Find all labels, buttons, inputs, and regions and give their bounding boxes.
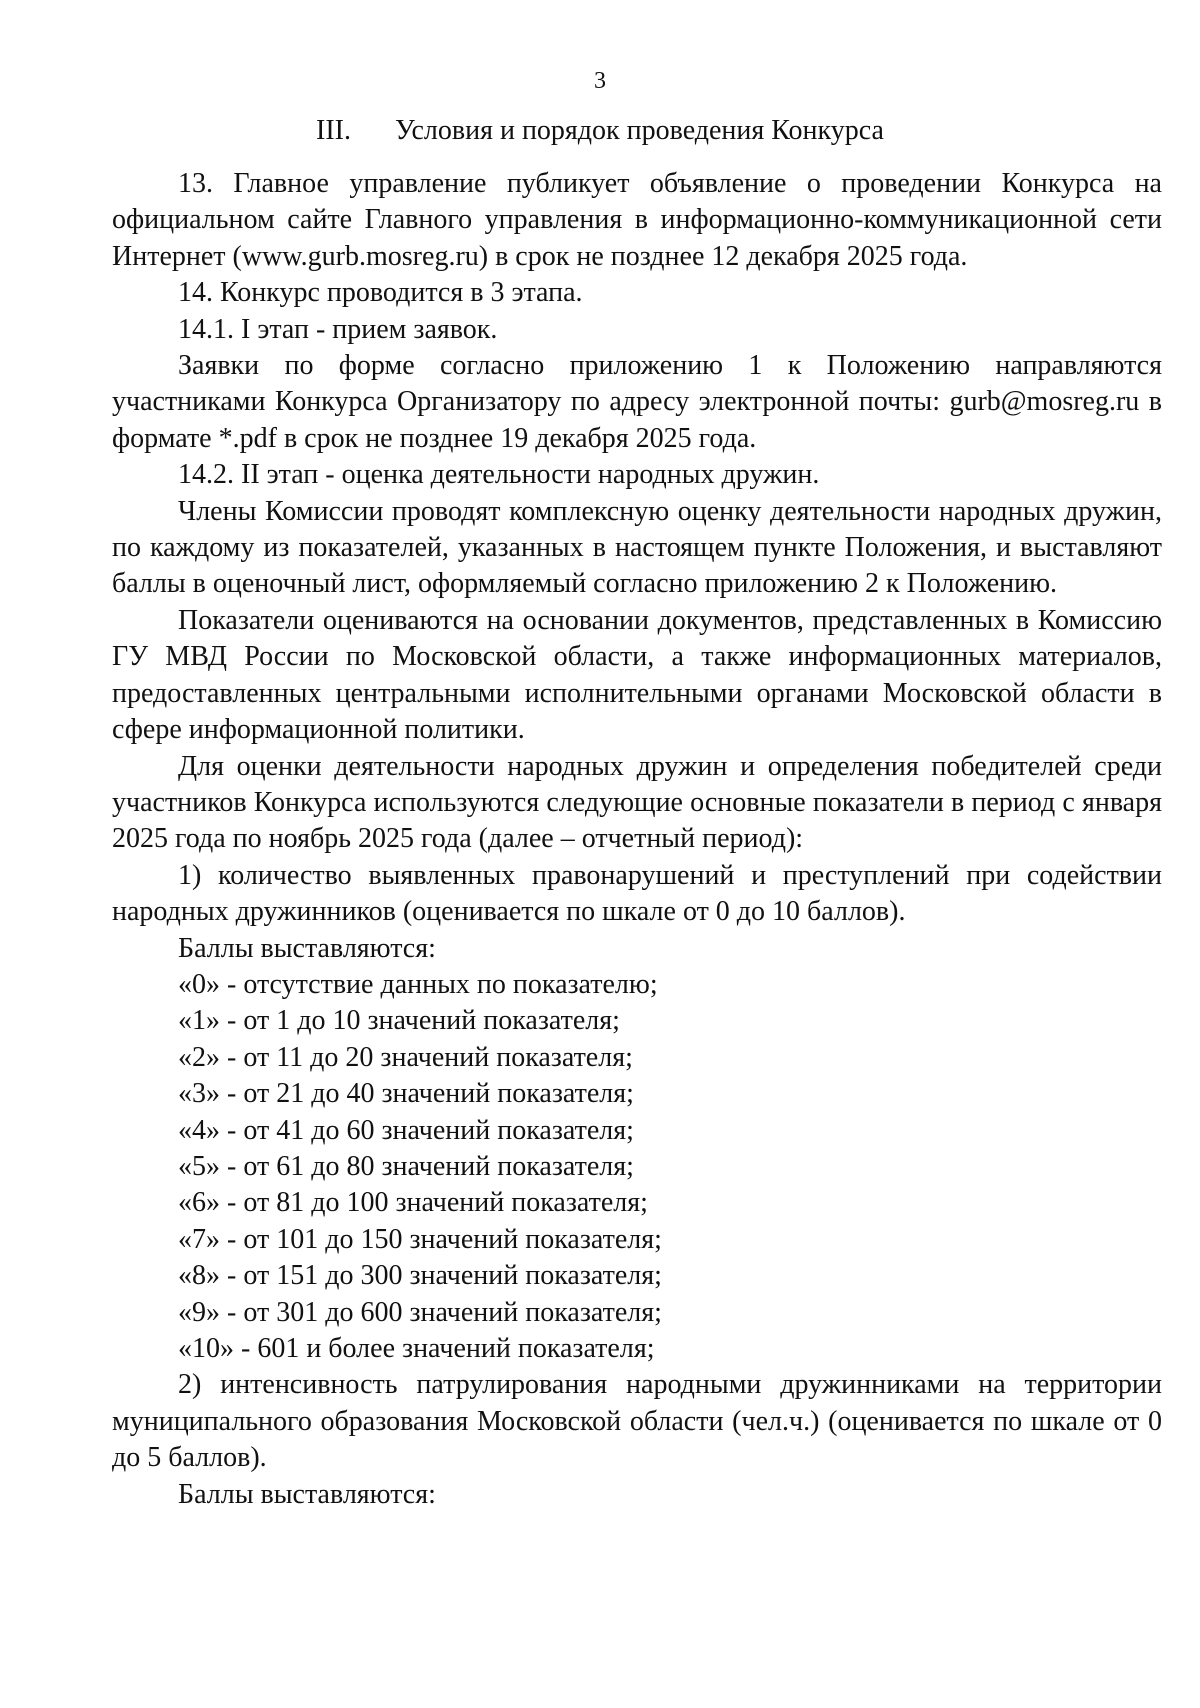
document-body xyxy=(112,166,1162,1513)
score-item: «7» - от 101 до 150 значений показателя; xyxy=(178,1223,662,1255)
section-heading xyxy=(0,113,1200,149)
score-item: «0» - отсутствие данных по показателю; xyxy=(178,968,658,1000)
paragraph-indicator-1: 1) количество выявленных правонарушений и преступлений при содействии народных дружинников (оценивается по шкале от 0 до 10 баллов). xyxy=(112,859,1162,928)
paragraph-indicators-basis: Показатели оцениваются на основании документов, представленных в Комиссию ГУ МВД России по Московской области, а также информационных материалов, предоставленных центральными исполнительными органами Московской области в сфере информационной политики. xyxy=(112,604,1162,746)
paragraph-applications: Заявки по форме согласно приложению 1 к Положению направляются участниками Конкурса Организатору по адресу электронной почты: gurb@mosreg.ru в формате *.pdf в срок не позднее 19 декабря 2025 года. xyxy=(112,350,1162,454)
paragraph-14-2: 14.2. II этап - оценка деятельности народных дружин. xyxy=(178,459,820,491)
score-item: «10» - 601 и более значений показателя; xyxy=(178,1333,655,1364)
page-number: 3 xyxy=(594,68,606,94)
score-item: «4» - от 41 до 60 значений показателя; xyxy=(178,1114,634,1146)
paragraph-scores-label: Баллы выставляются: xyxy=(178,932,436,964)
paragraph-indicators-list: Для оценки деятельности народных дружин и определения победителей среди участников Конкурса используются следующие основные показатели в период с января 2025 года по ноябрь 2025 года (далее – отчетный период): xyxy=(112,750,1162,855)
score-item: «3» - от 21 до 40 значений показателя; xyxy=(178,1078,634,1110)
paragraph-14: 14. Конкурс проводится в 3 этапа. xyxy=(178,277,583,309)
paragraph-commission: Члены Комиссии проводят комплексную оценку деятельности народных дружин, по каждому из показателей, указанных в настоящем пункте Положения, и выставляют баллы в оценочный лист, оформляемый согласно приложению 2 к Положению. xyxy=(112,495,1162,600)
score-item: «8» - от 151 до 300 значений показателя; xyxy=(178,1260,662,1292)
paragraph-14-1: 14.1. I этап - прием заявок. xyxy=(178,313,498,345)
paragraph-indicator-2: 2) интенсивность патрулирования народными дружинниками на территории муниципального образования Московской области (чел.ч.) (оценивается по шкале от 0 до 5 баллов). xyxy=(112,1369,1162,1474)
score-item: «6» - от 81 до 100 значений показателя; xyxy=(178,1187,648,1219)
score-item: «2» - от 11 до 20 значений показателя; xyxy=(178,1041,633,1073)
paragraph-scores-label-2: Баллы выставляются: xyxy=(178,1478,436,1510)
score-item: «1» - от 1 до 10 значений показателя; xyxy=(178,1005,620,1037)
score-item: «9» - от 301 до 600 значений показателя; xyxy=(178,1296,662,1328)
section-number: III. xyxy=(316,115,352,146)
section-title: Условия и порядок проведения Конкурса xyxy=(395,115,884,146)
score-item: «5» - от 61 до 80 значений показателя; xyxy=(178,1150,634,1182)
paragraph-13: 13. Главное управление публикует объявление о проведении Конкурса на официальном сайте Главного управления в информационно-коммуникационной сети Интернет (www.gurb.mosreg.ru) в срок не позднее 12 декабря 2025 года. xyxy=(112,168,1162,272)
